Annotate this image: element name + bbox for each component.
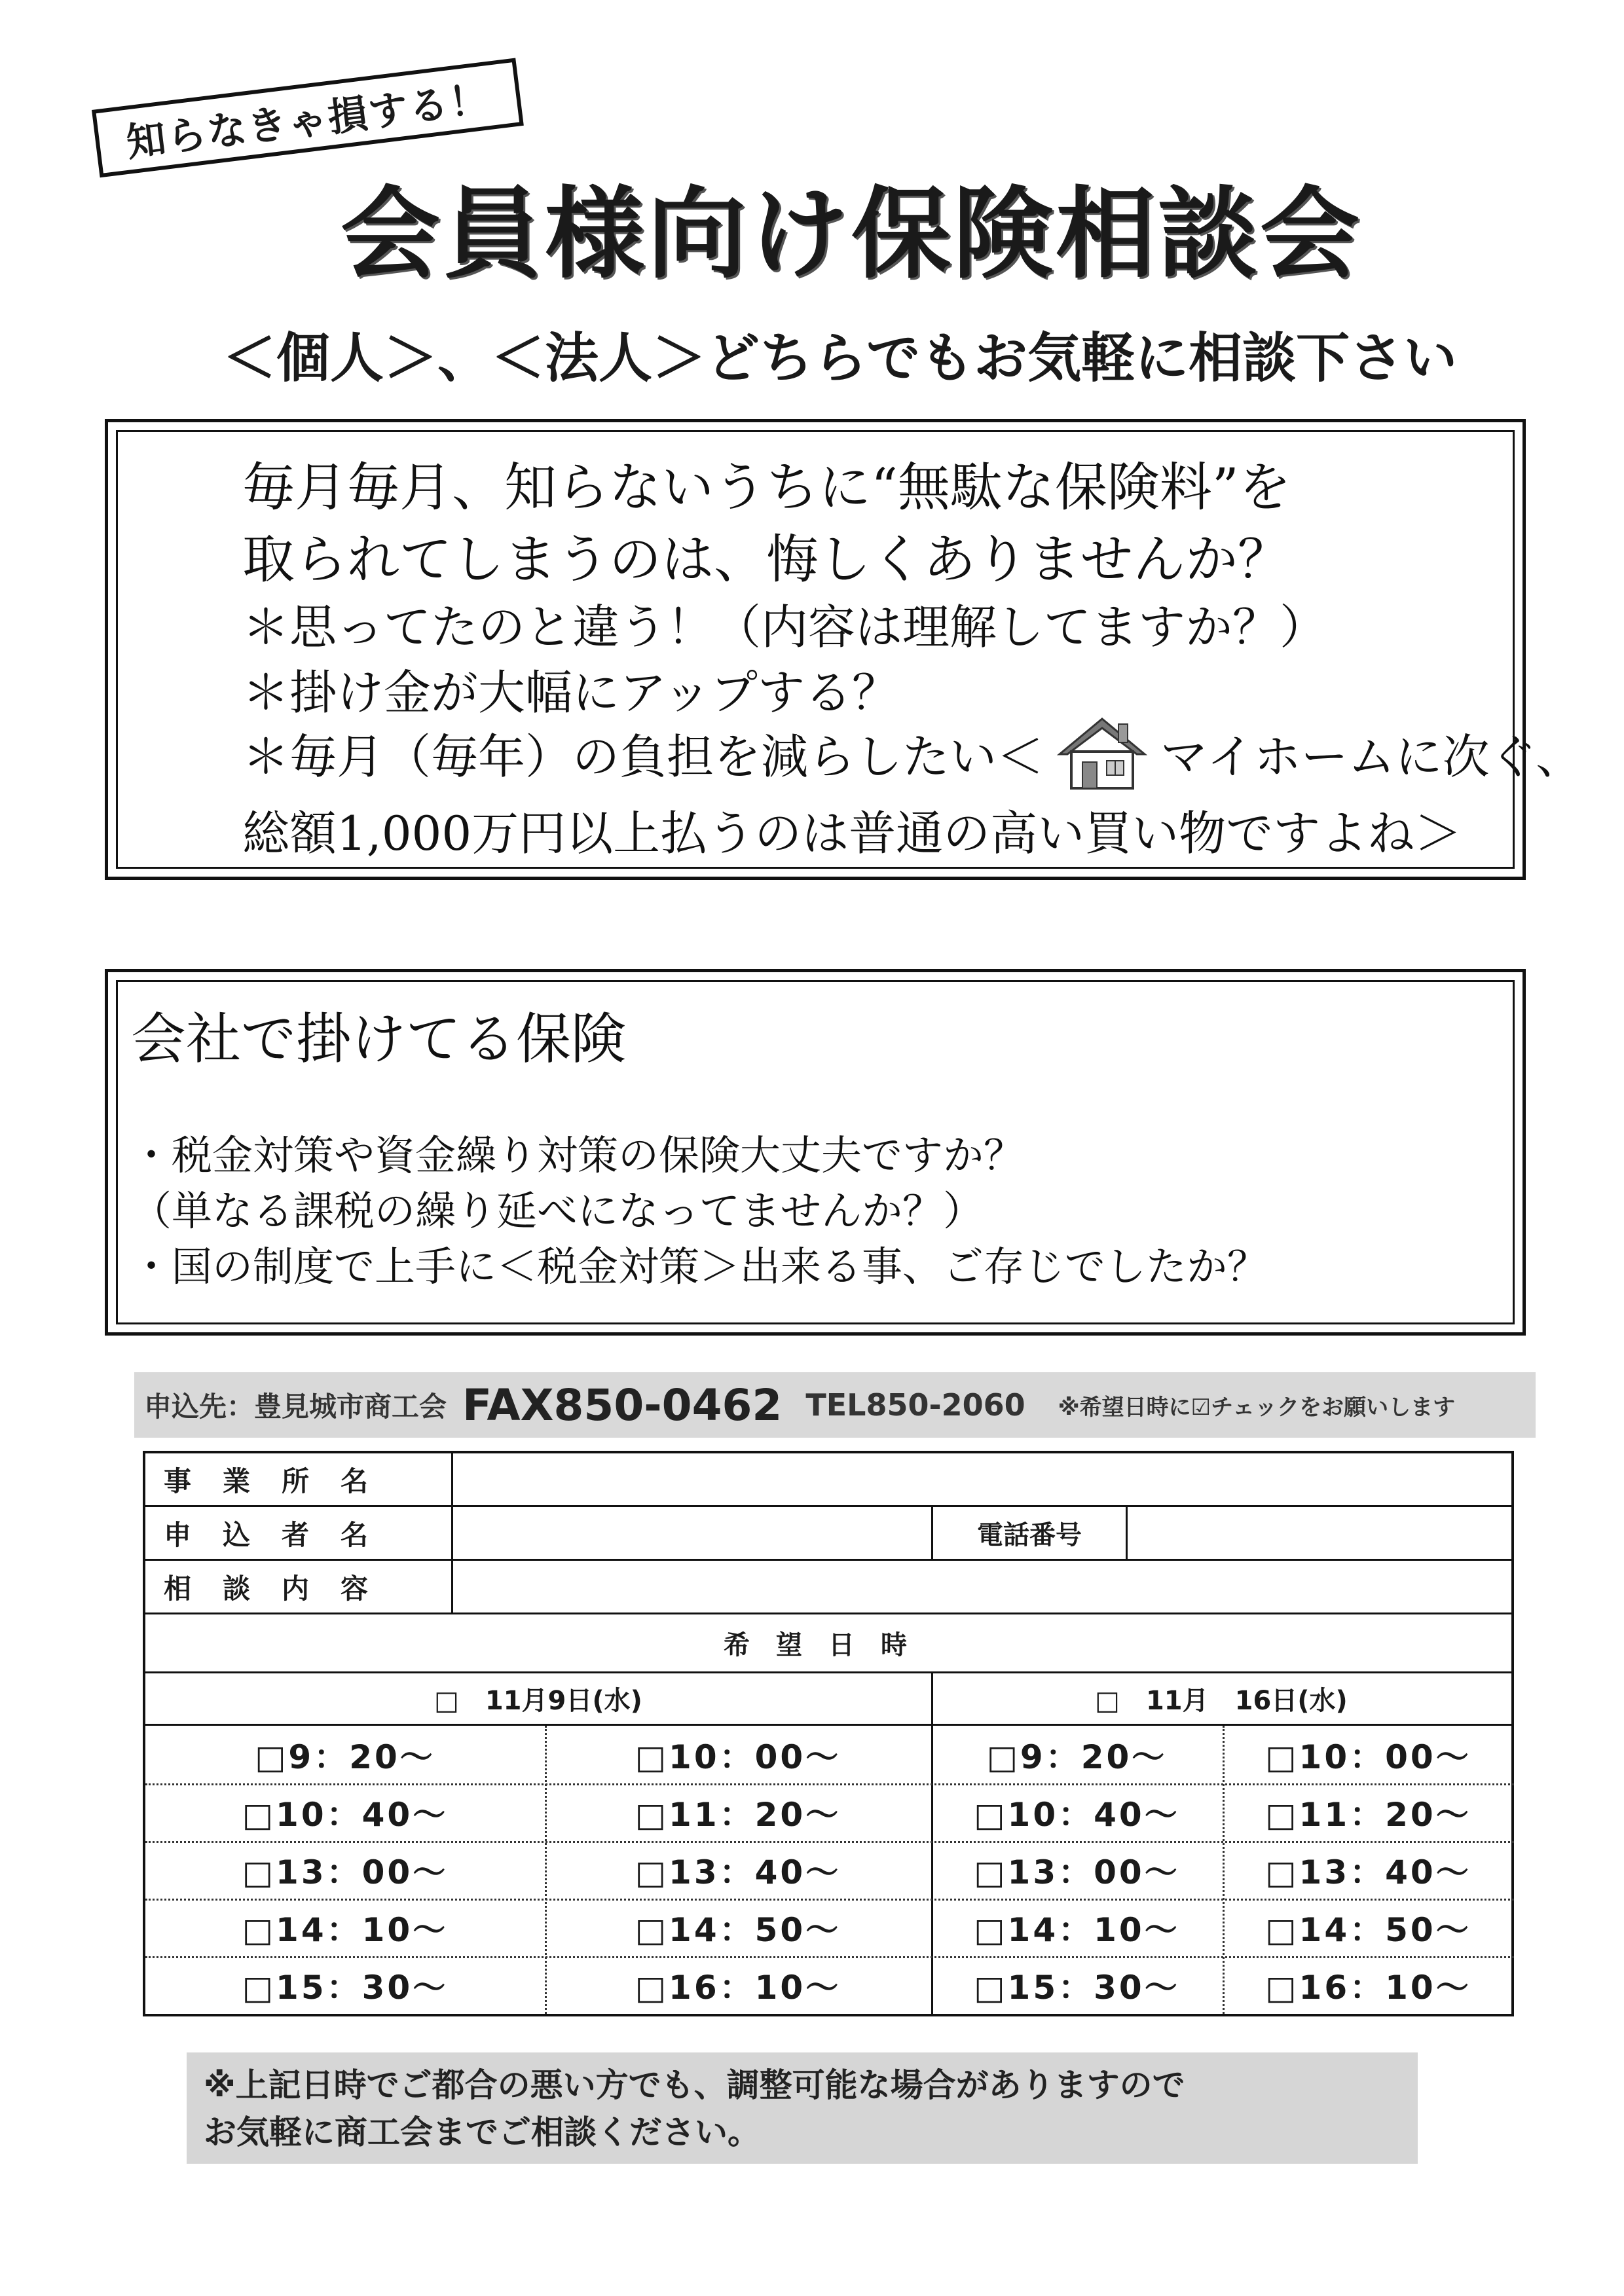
day2-slot-checkbox[interactable]: □14：10～ xyxy=(974,1911,1180,1949)
office-label: 事業所名 xyxy=(145,1453,453,1505)
day2-slot-checkbox[interactable]: □13：00～ xyxy=(974,1853,1180,1891)
box2-heading: 会社で掛けてる保険 xyxy=(131,1007,627,1071)
house-icon xyxy=(1053,714,1151,792)
day1-slot-checkbox[interactable]: □10：00～ xyxy=(635,1738,841,1776)
applicant-row xyxy=(145,1507,1511,1561)
slot-grid xyxy=(145,1726,1514,2014)
day2-slot-checkbox[interactable]: □11：20～ xyxy=(1265,1796,1471,1834)
day1-slot-checkbox[interactable]: □14：50～ xyxy=(635,1911,841,1949)
page-subtitle: ＜個人＞、＜法人＞どちらでもお気軽に相談下さい xyxy=(223,327,1458,390)
day-row xyxy=(145,1673,1511,1726)
application-destination: 申込先：豊見城市商工会 xyxy=(144,1391,447,1423)
day1-slot-checkbox[interactable]: □13：00～ xyxy=(242,1853,449,1891)
day2-slot-checkbox[interactable]: □9：20～ xyxy=(986,1738,1168,1776)
bottom-note-line2: お気軽に商工会までご相談ください。 xyxy=(204,2113,760,2151)
day1-slot-checkbox[interactable]: □11：20～ xyxy=(635,1796,841,1834)
box1-line5b: マイホームに次ぐ、 xyxy=(1160,729,1583,784)
day1-checkbox[interactable]: □ 11月9日(水) xyxy=(434,1686,642,1716)
day2-slot-checkbox[interactable]: □14：50～ xyxy=(1265,1911,1471,1949)
bottom-note-line1: ※上記日時でご都合の悪い方でも、調整可能な場合がありますので xyxy=(204,2066,1185,2104)
office-field[interactable] xyxy=(453,1453,1511,1505)
day1-slot-checkbox[interactable]: □16：10～ xyxy=(635,1969,841,2007)
box1-line2: 取られてしまうのは、悔しくありませんか？ xyxy=(242,529,1290,590)
day2-slot-checkbox[interactable]: □10：00～ xyxy=(1265,1738,1471,1776)
day2-slot-checkbox[interactable]: □16：10～ xyxy=(1265,1969,1471,2007)
content-row xyxy=(145,1561,1511,1614)
page-title: 会員様向け保険相談会 xyxy=(341,176,1362,292)
day2-slot-checkbox[interactable]: □13：40～ xyxy=(1265,1853,1471,1891)
office-row xyxy=(145,1453,1511,1507)
slot-column-divider xyxy=(545,1726,547,2014)
box1-line1: 毎月毎月、知らないうちに“無駄な保険料”を xyxy=(242,457,1291,518)
day1-slot-checkbox[interactable]: □14：10～ xyxy=(242,1911,449,1949)
date-header: 希望日時 xyxy=(145,1614,1511,1673)
tag-label: 知らなきゃ損する！ xyxy=(92,58,524,178)
day1-slot-checkbox[interactable]: □10：40～ xyxy=(242,1796,449,1834)
box1-line3: ＊思ってたのと違う！（内容は理解してますか？） xyxy=(242,600,1327,655)
content-field[interactable] xyxy=(453,1561,1511,1613)
phone-label: 電話番号 xyxy=(931,1507,1128,1559)
fax-number: FAX850-0462 xyxy=(462,1379,783,1430)
day1-slot-checkbox[interactable]: □15：30～ xyxy=(242,1969,449,2007)
box1-line6: 総額1,000万円以上払うのは普通の高い買い物ですよね＞ xyxy=(242,806,1462,861)
corporate-box xyxy=(105,969,1526,1336)
check-note: ※希望日時に☑チェックをお願いします xyxy=(1058,1394,1456,1421)
slot-column-divider xyxy=(1223,1726,1225,2014)
bottom-note xyxy=(187,2052,1418,2164)
box1-line4: ＊掛け金が大幅にアップする？ xyxy=(242,665,899,720)
day2-checkbox[interactable]: □ 11月 16日(水) xyxy=(1095,1686,1348,1716)
phone-field[interactable] xyxy=(1128,1507,1511,1559)
box2-line1: ・税金対策や資金繰り対策の保険大丈夫ですか？ xyxy=(131,1131,1025,1179)
applicant-label: 申込者名 xyxy=(145,1507,453,1559)
box2-line3: ・国の制度で上手に＜税金対策＞出来る事、ご存じでしたか？ xyxy=(131,1243,1268,1290)
day1-slot-checkbox[interactable]: □13：40～ xyxy=(635,1853,841,1891)
box2-line2: （単なる課税の繰り延べになってませんか？） xyxy=(131,1187,984,1235)
application-form xyxy=(143,1451,1514,2016)
content-label: 相談内容 xyxy=(145,1561,453,1613)
box1-line5 xyxy=(242,714,1583,792)
premium-box xyxy=(105,419,1583,880)
day2-slot-checkbox[interactable]: □10：40～ xyxy=(974,1796,1180,1834)
box1-line5a: ＊毎月（毎年）の負担を減らしたい＜ xyxy=(242,729,1044,784)
day1-slot-checkbox[interactable]: □9：20～ xyxy=(255,1738,435,1776)
day2-slot-checkbox[interactable]: □15：30～ xyxy=(974,1969,1180,2007)
application-bar xyxy=(134,1372,1536,1438)
tel-number: TEL850-2060 xyxy=(805,1387,1025,1423)
